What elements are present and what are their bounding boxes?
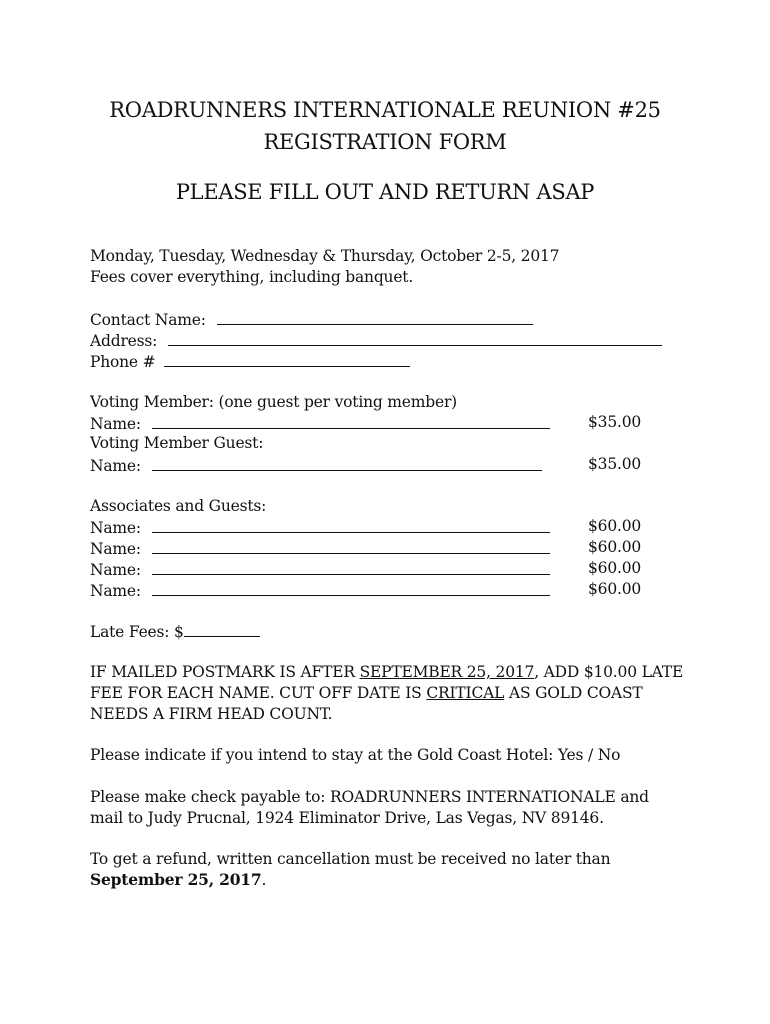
- payment-line2: mail to Judy Prucnal, 1924 Eliminator Drive, Las Vegas, NV 89146.: [90, 808, 604, 827]
- refund-deadline: September 25, 2017: [90, 869, 262, 889]
- associate-row: [90, 558, 690, 579]
- associate-price: $60.00: [588, 579, 642, 598]
- late-notice-text: , ADD $10.00 LATE: [534, 662, 684, 681]
- form-title-line2: REGISTRATION FORM: [263, 130, 507, 154]
- contact-name-label: Contact Name:: [90, 311, 206, 330]
- contact-name-row: [90, 308, 690, 329]
- voting-member-row: [90, 412, 690, 433]
- phone-field[interactable]: [164, 350, 410, 367]
- form-title-line1: ROADRUNNERS INTERNATIONALE REUNION #25: [109, 98, 661, 122]
- hotel-question: Please indicate if you intend to stay at the Gold Coast Hotel: Yes / No: [90, 746, 621, 765]
- event-dates: Monday, Tuesday, Wednesday & Thursday, October 2-5, 2017: [90, 247, 560, 265]
- address-field[interactable]: [168, 329, 662, 346]
- phone-row: [90, 350, 690, 371]
- voting-member-name-field[interactable]: [152, 412, 550, 429]
- associate-name-field[interactable]: [152, 558, 550, 575]
- voting-guest-price: $35.00: [588, 454, 642, 473]
- form-subtitle: PLEASE FILL OUT AND RETURN ASAP: [175, 180, 595, 204]
- address-label: Address:: [90, 332, 158, 351]
- refund-period: .: [261, 870, 267, 889]
- voting-member-name-label: Name:: [90, 415, 141, 434]
- late-notice-text: FEE FOR EACH NAME. CUT OFF DATE IS: [90, 683, 427, 702]
- contact-name-field[interactable]: [217, 308, 533, 325]
- associate-name-field[interactable]: [152, 579, 550, 596]
- associate-row: [90, 579, 690, 600]
- postmark-date: SEPTEMBER 25, 2017: [359, 662, 535, 681]
- late-notice-line1: [90, 662, 690, 683]
- critical-word: CRITICAL: [426, 683, 505, 702]
- associate-name-label: Name:: [90, 519, 141, 538]
- refund-line1: To get a refund, written cancellation must be received no later than: [90, 850, 611, 869]
- phone-label: Phone #: [90, 352, 156, 371]
- address-row: [90, 329, 690, 350]
- associate-price: $60.00: [588, 517, 642, 536]
- associate-name-label: Name:: [90, 560, 141, 579]
- associate-name-label: Name:: [90, 581, 141, 600]
- voting-guest-heading: Voting Member Guest:: [90, 434, 264, 453]
- late-fees-row: [90, 620, 690, 641]
- late-notice-line2: [90, 683, 690, 704]
- voting-guest-name-field[interactable]: [152, 454, 542, 471]
- voting-guest-row: [90, 454, 690, 475]
- associate-price: $60.00: [588, 538, 642, 557]
- late-notice-text: AS GOLD COAST: [504, 683, 643, 702]
- late-fees-label: Late Fees: $: [90, 623, 184, 642]
- late-fees-field[interactable]: [184, 620, 260, 637]
- refund-line2: [90, 870, 690, 891]
- late-notice-line3: NEEDS A FIRM HEAD COUNT.: [90, 704, 333, 723]
- associate-name-label: Name:: [90, 540, 141, 559]
- voting-member-price: $35.00: [588, 413, 642, 432]
- form-body: [90, 246, 690, 891]
- associate-name-field[interactable]: [152, 537, 550, 554]
- associate-row: [90, 516, 690, 537]
- payment-line1: Please make check payable to: ROADRUNNERS INTERNATIONALE and: [90, 787, 649, 806]
- voting-member-heading: Voting Member: (one guest per voting member): [90, 392, 458, 411]
- associate-name-field[interactable]: [152, 516, 550, 533]
- late-notice-text: IF MAILED POSTMARK IS AFTER: [90, 662, 360, 681]
- associates-heading: Associates and Guests:: [90, 496, 267, 515]
- voting-guest-name-label: Name:: [90, 456, 141, 475]
- associate-price: $60.00: [588, 558, 642, 577]
- fees-note: Fees cover everything, including banquet.: [90, 267, 414, 286]
- associate-row: [90, 537, 690, 558]
